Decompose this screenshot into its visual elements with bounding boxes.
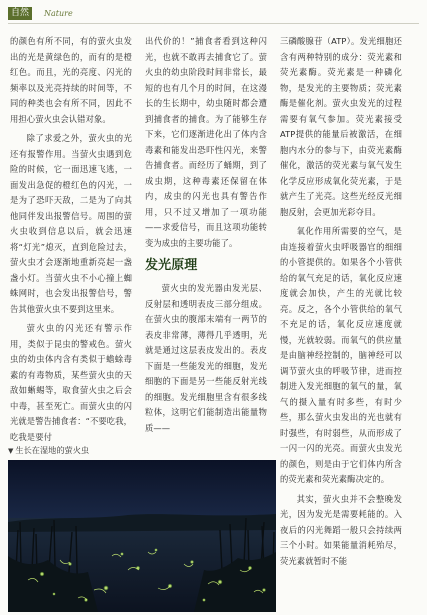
section-subtitle: Nature <box>44 9 73 18</box>
header-divider <box>8 23 419 24</box>
paragraph: 三磷酸腺苷（ATP）。发光细胞还含有两种特别的成分：荧光素和荧光素酶。荧光素是一种磷化物，是发光的主要物质；荧光素酶是催化剂。萤火虫发光的过程需要有氧气参加。荧光素接受ATP提供的能量后被激活，在细胞内水分的参与下，由荧光素酶催化，激活的荧光素与氧气发生化学反应形成氧化荧光素，于是就产生了光亮。这些光经反光细胞反射，会更加光彩夺目。 <box>280 36 402 217</box>
page-header <box>0 0 427 26</box>
photo-caption <box>8 444 89 457</box>
paragraph: 的颜色有所不同，有的萤火虫发出的光是黄绿色的，而有的是橙红色。而且，光的亮度、闪光的频率以及光亮持续的时间等，不同的种类也会有所不同，因此不用担心萤火虫会认错对象。 <box>10 36 132 124</box>
paragraph: 除了求爱之外，萤火虫的光还有报警作用。当萤火虫遇到危险的时候，它一面迅速飞逃，一面发出急促的橙红色的闪光，一是为了恐吓天敌，二是为了向其他同伴发出报警信号。周围的萤火虫收到信息以后，就会迅速将“灯光”熄灭，直到危险过去，萤火虫才会逐渐地重新亮起一盏盏小灯。当萤火虫不小心撞上蜘蛛网时，也会发出报警信号，警告其他萤火虫不要到这里来。 <box>10 133 132 314</box>
text-column-3 <box>280 34 402 573</box>
paragraph: 萤火虫的闪光还有警示作用，类似于昆虫的警戒色。萤火虫的幼虫体内含有类似于蟾蜍毒素的有毒物质，某些萤火虫的天敌如蜥蜴等，取食萤火虫之后会中毒，甚至死亡。而萤火虫的闪光就是警告捕食者：“不要吃我，吃我是要付 <box>10 323 132 442</box>
text-column-1 <box>10 34 132 449</box>
photo-illustration <box>8 460 276 612</box>
firefly-wetland-photo <box>8 460 276 612</box>
paragraph: 其实，萤火虫并不会整晚发光，因为发光是需要耗能的。入夜后的闪光舞蹈一般只会持续两三个小时。如果能量消耗殆尽，荧光素就暂时不能 <box>280 493 402 566</box>
caption-triangle-icon: ▼ <box>8 447 14 455</box>
caption-text: 生长在湿地的萤火虫 <box>15 445 90 455</box>
section-badge: 自然 <box>8 7 32 20</box>
paragraph: 氧化作用所需要的空气，是由连接着萤火虫呼吸器官的细细的小管提供的。如果各个小管供给的氧气充足的话，氧化反应速度就会加快，产生的光就比较亮。反之，各个小管供给的氧气不充足的话，氧化反应速度就慢，光就较弱。而氧气的供应量是由脑神经控制的，脑神经可以调节萤火虫的呼吸节律，进而控制进入发光细胞的氧气的量，氧气的摄入量有时多些，有时少些，那么萤火虫发出的光也就有时强些，有时弱些，从而形成了一闪一闪的光亮。而萤火虫发光的颜色，则是由于它们体内所含的荧光素和荧光素酶决定的。 <box>280 226 402 484</box>
text-column-2 <box>145 34 267 440</box>
paragraph: 出代价的！”捕食者看到这种闪光，也就不敢再去捕食它了。萤火虫的幼虫阶段时间非常长，最短的也有几个月的时间，在这漫长的生长期中，幼虫随时都会遭到捕食者的捕食。为了能够生存下来，它们逐渐进化出了体内含毒素和能发出恐吓性闪光，来警告捕食者。而经历了蛹期，到了成虫期，这种毒素还保留在体内，成虫的闪光也具有警告作用，只不过又增加了一项功能——求爱信号，而且这项功能转变为成虫的主要功能了。 <box>145 36 267 248</box>
paragraph: 萤火虫的发光器由发光层、反射层和透明表皮三部分组成。在萤火虫的腹部末端有一两节的表皮非常薄，薄得几乎透明，光就是通过这层表皮发出的。表皮下面是一些能发光的细胞，发光细胞的下面是另一些能反射光线的细胞。发光细胞里含有很多线粒体，这明它们能制造出能量物质—— <box>145 283 267 433</box>
section-heading: 发光原理 <box>145 258 198 273</box>
